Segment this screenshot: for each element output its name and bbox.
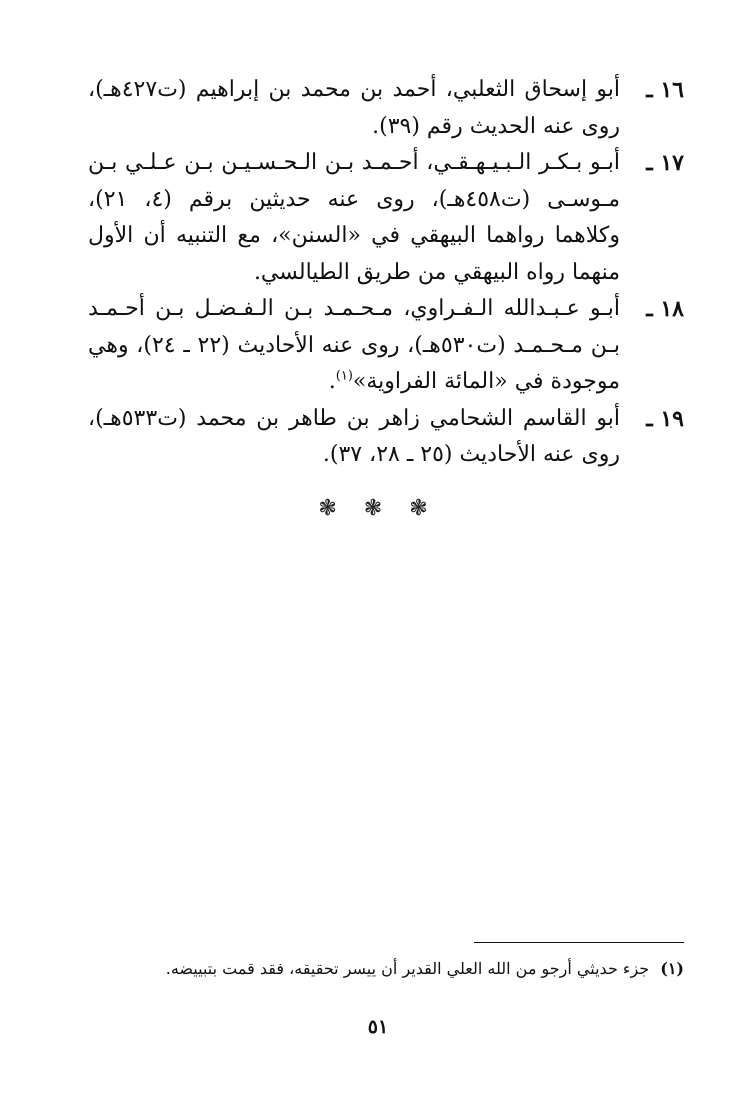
entry-text: أبو القاسم الشحامي زاهر بن طاهر بن محمد (ت٥٣٣هـ)، روى عنه الأحاديث (٢٥ ـ ٢٨، ٣٧). <box>88 405 620 467</box>
list-item <box>88 401 684 474</box>
list-item <box>88 72 684 145</box>
entry-number: ١٦ ـ <box>646 77 684 103</box>
page-number: ٥١ <box>367 1016 389 1038</box>
footnote-divider <box>474 942 684 943</box>
entry-number: ١٧ ـ <box>646 150 684 176</box>
entry-text-tail: . <box>328 369 336 394</box>
section-ornament-icon: ❃ ❃ ❃ <box>318 496 438 521</box>
narrators-list <box>88 72 684 474</box>
footnote-number: (١) <box>660 959 684 978</box>
entry-text-wrapper <box>88 291 620 401</box>
footnote <box>64 956 684 982</box>
footnote-text: جزء حديثي أرجو من الله العلي القدير أن ييسر تحقيقه، فقد قمت بتبييضه. <box>165 959 650 978</box>
list-item <box>88 145 684 291</box>
entry-text: أبـو بـكـر الـبـيـهـقـي، أحـمـد بـن الـحـسـيـن بـن عـلـي بـن مـوسـى (ت٤٥٨هـ)، روى عنه حديثين برقم (٤، ٢١)، وكلاهما رواهما البيهقي في «السنن»، مع التنبيه أن الأول منهما رواه البيهقي من طريق الطيالسي. <box>88 150 620 285</box>
entry-number: ١٨ ـ <box>646 296 684 322</box>
entry-number: ١٩ ـ <box>646 405 684 432</box>
entry-text: أبـو عـبـدالله الـفـراوي، مـحـمـد بـن الـفـضـل بـن أحـمـد بـن مـحـمـد (ت٥٣٠هـ)، روى عنه الأحاديث (٢٢ ـ ٢٤)، وهي موجودة في «المائة الفراوية» <box>88 296 621 394</box>
entry-text: أبو إسحاق الثعلبي، أحمد بن محمد بن إبراهيم (ت٤٢٧هـ)، روى عنه الحديث رقم (٣٩). <box>88 77 620 139</box>
list-item <box>88 291 684 401</box>
footnote-reference[interactable]: (١) <box>335 368 353 384</box>
